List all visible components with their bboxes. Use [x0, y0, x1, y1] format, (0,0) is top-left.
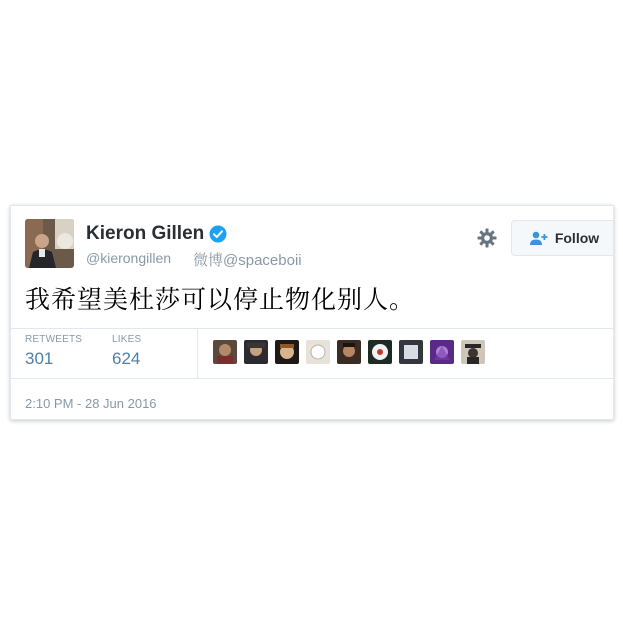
liker-avatar[interactable] — [275, 340, 299, 364]
tweet-card — [10, 205, 614, 420]
liker-avatar[interactable] — [337, 340, 361, 364]
likes-count[interactable]: 624 — [112, 349, 141, 368]
liker-avatar[interactable] — [368, 340, 392, 364]
author-name-text[interactable]: Kieron Gillen — [86, 223, 205, 244]
weibo-watermark: 微博@spaceboii — [193, 252, 302, 269]
verified-badge-icon — [209, 225, 227, 243]
gear-icon[interactable] — [477, 228, 497, 248]
stats-bottom-divider — [11, 378, 613, 379]
liker-avatar[interactable] — [213, 340, 237, 364]
liker-avatar[interactable] — [430, 340, 454, 364]
stats-top-divider — [11, 328, 613, 329]
stats-vertical-divider — [197, 328, 198, 378]
follow-button[interactable] — [511, 220, 614, 256]
tweet-timestamp[interactable]: 2:10 PM - 28 Jun 2016 — [25, 396, 157, 411]
author-name[interactable] — [86, 223, 227, 245]
likes-stat[interactable] — [112, 334, 141, 369]
liker-avatars — [213, 340, 492, 364]
liker-avatar[interactable] — [244, 340, 268, 364]
tweet-text: 我希望美杜莎可以停止物化别人。 — [25, 285, 416, 314]
author-handle[interactable]: @kierongillen — [86, 250, 172, 266]
liker-avatar[interactable] — [306, 340, 330, 364]
likes-label: LIKES — [112, 334, 142, 345]
retweets-stat[interactable] — [25, 334, 82, 369]
follow-label: Follow — [554, 230, 600, 246]
retweets-count[interactable]: 301 — [25, 349, 54, 368]
retweets-label: RETWEETS — [25, 334, 83, 345]
follow-user-plus-icon — [529, 231, 549, 245]
liker-avatar[interactable] — [399, 340, 423, 364]
author-avatar[interactable] — [25, 219, 74, 268]
liker-avatar[interactable] — [461, 340, 485, 364]
